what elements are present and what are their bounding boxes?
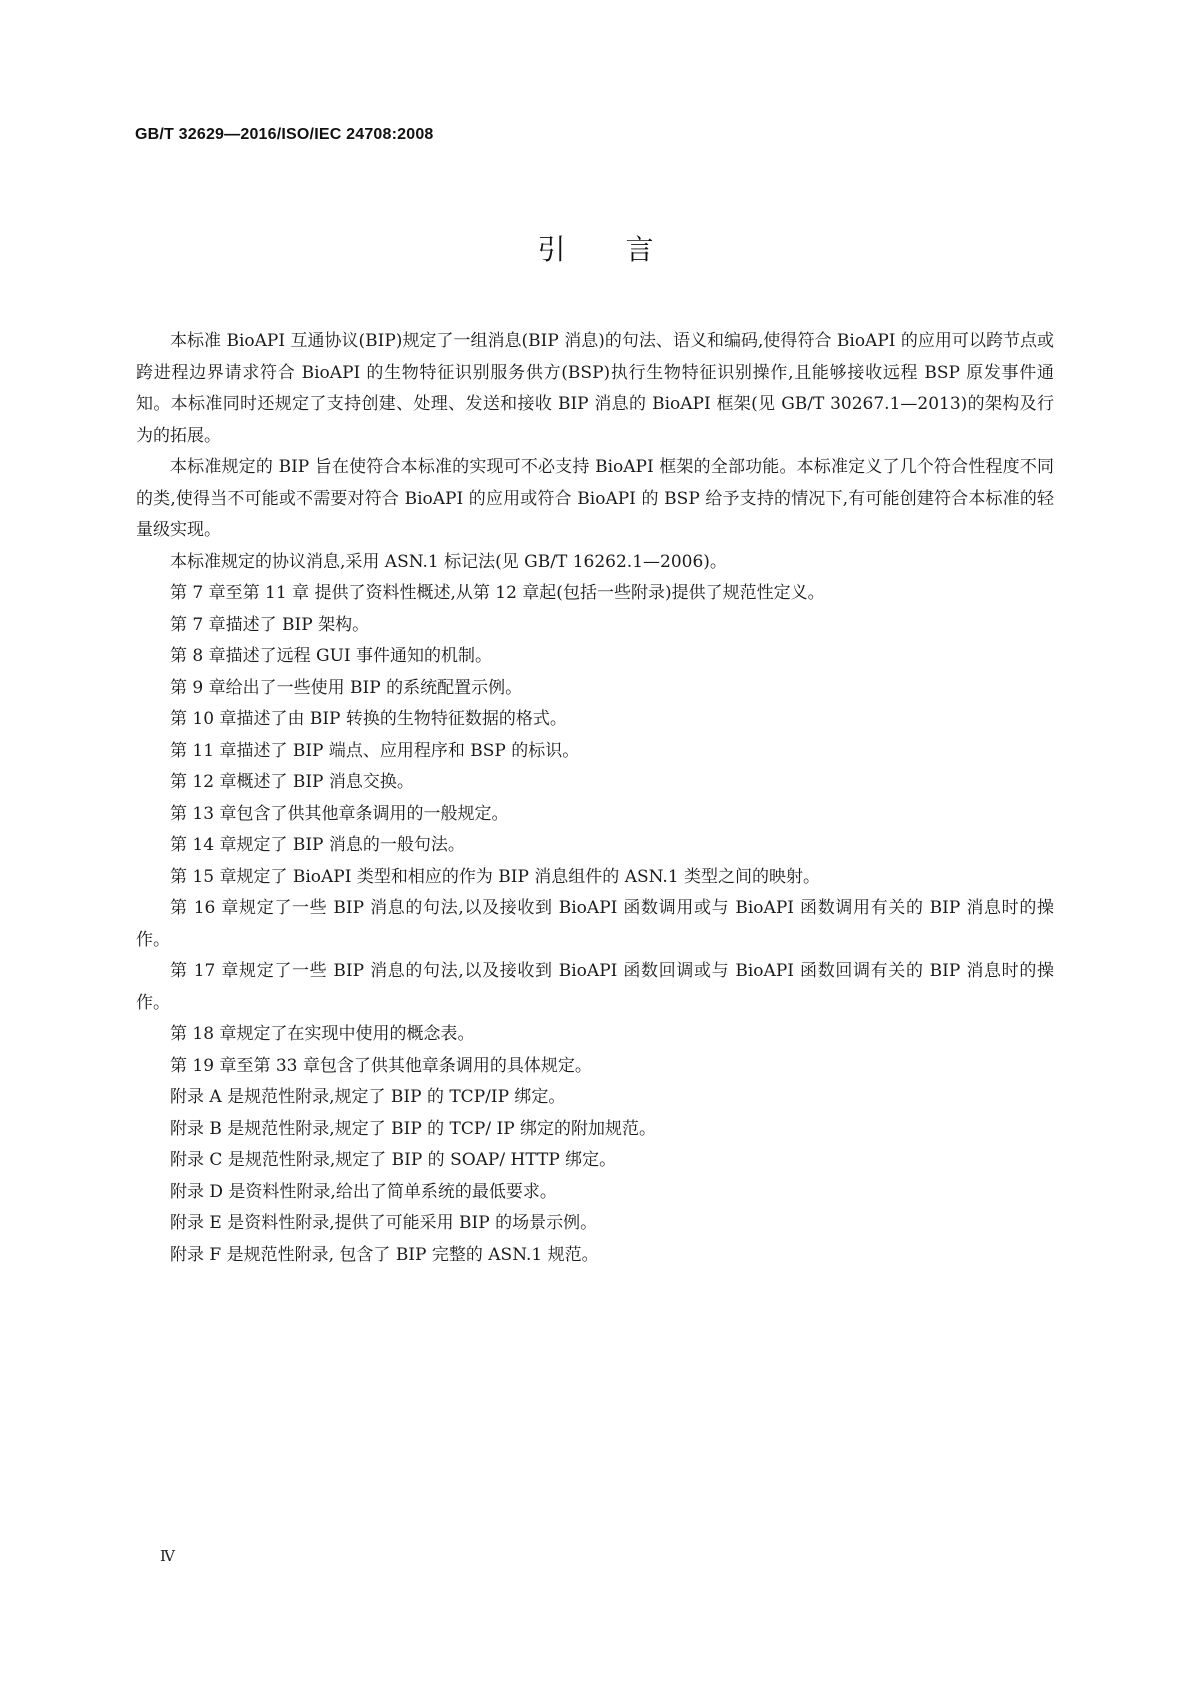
paragraph-asn1: 本标准规定的协议消息,采用 ASN.1 标记法(见 GB/T 16262.1—2006)。 <box>170 551 727 572</box>
paragraph-clause-13: 第 13 章包含了供其他章条调用的一般规定。 <box>170 803 509 824</box>
paragraph-clause-15: 第 15 章规定了 BioAPI 类型和相应的作为 BIP 消息组件的 ASN.1 类型之间的映射。 <box>170 866 821 887</box>
section-title: 引言 <box>537 233 714 266</box>
document-header: GB/T 32629—2016/ISO/IEC 24708:2008 <box>135 126 434 143</box>
page-number: Ⅳ <box>160 1547 175 1565</box>
paragraph-clause-10: 第 10 章描述了由 BIP 转换的生物特征数据的格式。 <box>170 709 567 729</box>
paragraph-clause-17: 第 17 章规定了一些 BIP 消息的句法,以及接收到 BioAPI 函数回调或与 BioAPI 函数回调有关的 BIP 消息时的操作。 <box>136 961 1054 1013</box>
paragraph-clause-18: 第 18 章规定了在实现中使用的概念表。 <box>170 1024 475 1044</box>
paragraph-annex-d: 附录 D 是资料性附录,给出了简单系统的最低要求。 <box>170 1181 557 1202</box>
paragraph-clause-16: 第 16 章规定了一些 BIP 消息的句法,以及接收到 BioAPI 函数调用或与 BioAPI 函数调用有关的 BIP 消息时的操作。 <box>136 898 1054 950</box>
paragraph-annex-f: 附录 F 是规范性附录, 包含了 BIP 完整的 ASN.1 规范。 <box>170 1244 599 1265</box>
paragraph-clause-12: 第 12 章概述了 BIP 消息交换。 <box>170 772 414 792</box>
paragraph-clause-8: 第 8 章描述了远程 GUI 事件通知的机制。 <box>170 646 493 666</box>
paragraph-annex-e: 附录 E 是资料性附录,提供了可能采用 BIP 的场景示例。 <box>170 1213 598 1233</box>
paragraph-annex-b: 附录 B 是规范性附录,规定了 BIP 的 TCP/ IP 绑定的附加规范。 <box>170 1118 657 1139</box>
paragraph-conformance: 本标准规定的 BIP 旨在使符合本标准的实现可不必支持 BioAPI 框架的全部功能。本标准定义了几个符合性程度不同的类,使得当不可能或不需要对符合 BioAPI 的应用或符合 BioAPI 的 BSP 给予支持的情况下,有可能创建符合本标准的轻量级实现。 <box>136 457 1054 540</box>
paragraph-annex-c: 附录 C 是规范性附录,规定了 BIP 的 SOAP/ HTTP 绑定。 <box>170 1150 617 1170</box>
paragraph-overview: 第 7 章至第 11 章 提供了资料性概述,从第 12 章起(包括一些附录)提供了规范性定义。 <box>170 583 825 603</box>
paragraph-clause-11: 第 11 章描述了 BIP 端点、应用程序和 BSP 的标识。 <box>170 740 580 761</box>
paragraph-clause-9: 第 9 章给出了一些使用 BIP 的系统配置示例。 <box>170 677 523 698</box>
paragraph-clause-19-33: 第 19 章至第 33 章包含了供其他章条调用的具体规定。 <box>170 1055 592 1076</box>
paragraph-annex-a: 附录 A 是规范性附录,规定了 BIP 的 TCP/IP 绑定。 <box>170 1087 566 1107</box>
paragraph-clause-14: 第 14 章规定了 BIP 消息的一般句法。 <box>170 835 465 855</box>
paragraph-clause-7: 第 7 章描述了 BIP 架构。 <box>170 614 370 635</box>
paragraph-scope: 本标准 BioAPI 互通协议(BIP)规定了一组消息(BIP 消息)的句法、语义和编码,使得符合 BioAPI 的应用可以跨节点或跨进程边界请求符合 BioAPI 的生物特征识别服务供方(BSP)执行生物特征识别操作,且能够接收远程 BSP 原发事件通知。本标准同时还规定了支持创建、处理、发送和接收 BIP 消息的 BioAPI 框架(见 GB/T 30267.1—2013)的架构及行为的拓展。 <box>136 331 1054 446</box>
introduction-body <box>136 326 1054 1271</box>
